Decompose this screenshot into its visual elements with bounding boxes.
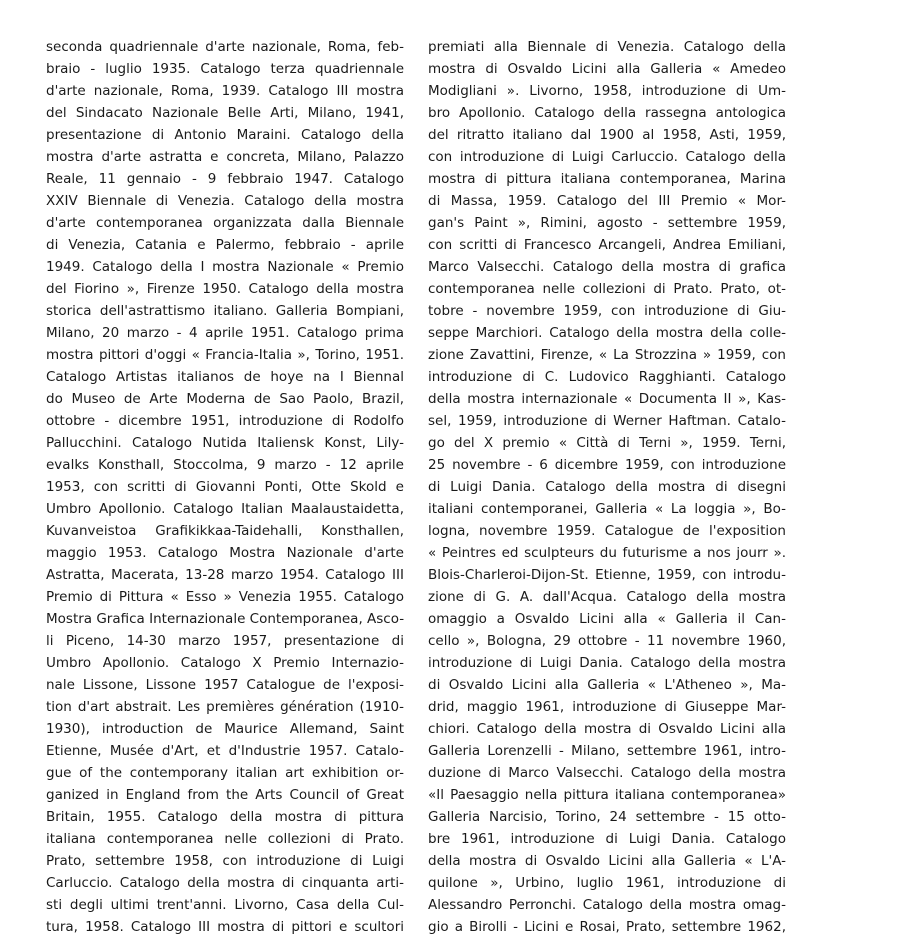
text-line: mostra di pittura italiana contemporanea, Marina [428,171,786,187]
text-line: duzione di Marco Valsecchi. Catalogo della mostra [428,765,786,781]
text-line: italiana contemporanea nelle collezioni di Prato. [46,831,404,847]
text-line: tobre - novembre 1959, con introduzione di Giu- [428,303,786,319]
text-line: «Il Paesaggio nella pittura italiana contemporanea» [428,787,786,803]
text-line: con scritti di Francesco Arcangeli, Andrea Emiliani, [428,237,786,253]
text-line: quilone », Urbino, luglio 1961, introduzione di [428,875,786,891]
text-line: di Osvaldo Licini alla Galleria « L'Atheneo », Ma- [428,677,786,693]
text-line: d'arte nazionale, Roma, 1939. Catalogo III mostra [46,83,404,99]
text-line: Catalogo Artistas italianos de hoye na I Biennal [46,369,404,385]
text-line: Modigliani ». Livorno, 1958, introduzione di Um- [428,83,786,99]
text-line: Marco Valsecchi. Catalogo della mostra di grafica [428,259,786,275]
text-line: mostra d'arte astratta e concreta, Milano, Palazzo [46,149,404,165]
text-line: Astratta, Macerata, 13-28 marzo 1954. Catalogo III [46,567,404,583]
text-line: tion d'art abstrait. Les premières génération (1910- [46,699,404,715]
text-line: drid, maggio 1961, introduzione di Giuseppe Mar- [428,699,786,715]
text-line: del ritratto italiano dal 1900 al 1958, Asti, 1959, [428,127,786,143]
text-line: Blois-Charleroi-Dijon-St. Etienne, 1959, con introdu- [428,567,786,583]
text-line: Galleria Narcisio, Torino, 24 settembre - 15 otto- [428,809,786,825]
text-line: della mostra internazionale « Documenta II », Kas- [428,391,786,407]
right-text-column [428,36,786,938]
text-line: storica dell'astrattismo italiano. Galleria Bompiani, [46,303,404,319]
text-line: bre 1961, introduzione di Luigi Dania. Catalogo [428,831,786,847]
text-line: Prato, settembre 1958, con introduzione di Luigi [46,853,404,869]
text-line: go del X premio « Città di Terni », 1959. Terni, [428,435,786,451]
text-line: Etienne, Musée d'Art, et d'Industrie 1957. Catalo- [46,743,404,759]
text-line: seppe Marchiori. Catalogo della mostra della colle- [428,325,786,341]
text-line: Milano, 20 marzo - 4 aprile 1951. Catalogo prima [46,325,404,341]
text-line: zione Zavattini, Firenze, « La Strozzina » 1959, con [428,347,786,363]
text-line: con introduzione di Luigi Carluccio. Catalogo della [428,149,786,165]
text-line: gio a Birolli - Licini e Rosai, Prato, settembre 1962, [428,919,786,935]
text-line: tura, 1958. Catalogo III mostra di pittori e scultori [46,919,404,935]
text-line: Kuvanveistoa Grafikikkaa-Taidehalli, Konsthallen, [46,523,404,539]
text-line: gue of the contemporany italian art exhibition or- [46,765,404,781]
text-line: Mostra Grafica Internazionale Contemporanea, Asco- [46,611,404,627]
text-line: « Peintres ed sculpteurs du futurisme a nos jourr ». [428,545,786,561]
text-line: sti degli ultimi trent'anni. Livorno, Casa della Cul- [46,897,404,913]
text-line: 1949. Catalogo della I mostra Nazionale « Premio [46,259,404,275]
text-line: di Venezia, Catania e Palermo, febbraio - aprile [46,237,404,253]
text-line: ganized in England from the Arts Council of Great [46,787,404,803]
text-line: Galleria Lorenzelli - Milano, settembre 1961, intro- [428,743,786,759]
left-text-column [46,36,404,938]
text-line: 1953, con scritti di Giovanni Ponti, Otte Skold e [46,479,404,495]
text-line: d'arte contemporanea organizzata dalla Biennale [46,215,404,231]
text-line: ottobre - dicembre 1951, introduzione di Rodolfo [46,413,404,429]
text-line: mostra pittori d'oggi « Francia-Italia », Torino, 1951. [46,347,404,363]
text-line: di Luigi Dania. Catalogo della mostra di disegni [428,479,786,495]
text-line: braio - luglio 1935. Catalogo terza quadriennale [46,61,404,77]
text-line: presentazione di Antonio Maraini. Catalogo della [46,127,404,143]
text-line: Pallucchini. Catalogo Nutida Italiensk Konst, Lily- [46,435,404,451]
text-line: della mostra di Osvaldo Licini alla Galleria « L'A- [428,853,786,869]
text-line: zione di G. A. dall'Acqua. Catalogo della mostra [428,589,786,605]
text-line: 1930), introduction de Maurice Allemand, Saint [46,721,404,737]
text-line: Umbro Apollonio. Catalogo X Premio Internazio- [46,655,404,671]
text-line: premiati alla Biennale di Venezia. Catalogo della [428,39,786,55]
text-line: del Fiorino », Firenze 1950. Catalogo della mostra [46,281,404,297]
text-line: del Sindacato Nazionale Belle Arti, Milano, 1941, [46,105,404,121]
text-line: introduzione di Luigi Dania. Catalogo della mostra [428,655,786,671]
text-line: gan's Paint », Rimini, agosto - settembre 1959, [428,215,786,231]
text-line: chiori. Catalogo della mostra di Osvaldo Licini alla [428,721,786,737]
text-line: maggio 1953. Catalogo Mostra Nazionale d'arte [46,545,404,561]
text-line: XXIV Biennale di Venezia. Catalogo della mostra [46,193,404,209]
text-line: Alessandro Perronchi. Catalogo della mostra omag- [428,897,786,913]
text-line: seconda quadriennale d'arte nazionale, Roma, feb- [46,39,404,55]
text-line: Premio di Pittura « Esso » Venezia 1955. Catalogo [46,589,404,605]
text-line: logna, novembre 1959. Catalogue de l'exposition [428,523,786,539]
text-line: Britain, 1955. Catalogo della mostra di pittura [46,809,404,825]
text-line: omaggio a Osvaldo Licini alla « Galleria il Can- [428,611,786,627]
text-line: li Piceno, 14-30 marzo 1957, presentazione di [46,633,404,649]
text-line: mostra di Osvaldo Licini alla Galleria « Amedeo [428,61,786,77]
text-line: nale Lissone, Lissone 1957 Catalogue de l'exposi- [46,677,404,693]
text-line: do Museo de Arte Moderna de Sao Paolo, Brazil, [46,391,404,407]
text-line: Reale, 11 gennaio - 9 febbraio 1947. Catalogo [46,171,404,187]
text-line: italiani contemporanei, Galleria « La loggia », Bo- [428,501,786,517]
text-line: 25 novembre - 6 dicembre 1959, con introduzione [428,457,786,473]
text-line: introduzione di C. Ludovico Ragghianti. Catalogo [428,369,786,385]
text-line: bro Apollonio. Catalogo della rassegna antologica [428,105,786,121]
text-line: Umbro Apollonio. Catalogo Italian Maalaustaidetta, [46,501,404,517]
text-line: sel, 1959, introduzione di Werner Haftman. Catalo- [428,413,786,429]
text-line: di Massa, 1959. Catalogo del III Premio « Mor- [428,193,786,209]
text-line: Carluccio. Catalogo della mostra di cinquanta arti- [46,875,404,891]
text-line: cello », Bologna, 29 ottobre - 11 novembre 1960, [428,633,786,649]
text-line: contemporanea nelle collezioni di Prato. Prato, ot- [428,281,786,297]
text-line: evalks Konsthall, Stoccolma, 9 marzo - 12 aprile [46,457,404,473]
